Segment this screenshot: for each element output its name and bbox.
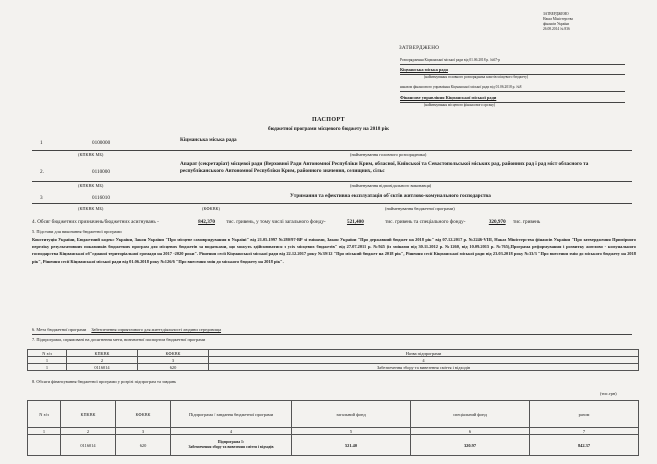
row-code: 0116010 [92,195,110,201]
section5-text: Конституція України, Бюджетний кодекс України, Закон України "Про місцеве самоврядування в Україні" від 21.05.1997 №280/97-ВР зі змінами, Закон України "Про державний бюджет на 2018 рік" від 07.12.2017 р. №2246-VIII, Наказ Міністерства фінансів України "Про затвердження Примірного переліку результативних показників бюджетних програм для місцевих бюджетів за видатками, що можуть здійснюватися з усіх місцевих бюджетів" від 27.07.2011 р. №945 (із змінами від 30.11.2012 р. №1260, від 10.09.2015 р. №765),Програма реформування і розвитку житлово - комунального господарства Кіцманської об"єднаної територіальної громади на 2017 -2020 роки". Рішення сесії Кіцманської міської ради від 22.12.2017 року №39/12 "Про міський бюджет на 2018 рік", Рішення сесії Кіцманської міської ради від 23.03.2018 року №33/3 "Про внесення змін до міського бюджету на 2018 рік", Рішення сесії Кіцманської міської ради від 01.06.2018 року №126/6 "Про внесення змін до міського бюджету на 2018 рік". [32,237,636,264]
row-name: Кіцманська міська рада [180,137,237,143]
approval-note [543,12,573,32]
number-cell: 1 [28,428,61,435]
approval-line1-rule [400,64,625,65]
table-cell [28,435,61,456]
row-caption-code: (КПКВК МБ) [78,183,104,188]
table-cell: Забезпечення збору та вивезення сміття і відходів [209,364,639,371]
section6-label: 6. Мета бюджетної програми [32,327,87,332]
approval-line2-caption: (найменування головного розпорядника коштів місцевого бюджету) [424,75,529,79]
row-name: Апарат (секретаріат) місцевої ради (Верховної Ради Автономної Республіки Крим, обласної, Київської та Севастопольської міських рад, районних рад і рад міст обласного та республіканського Автономної Республіки Крим, районного значення, селищних, сільс [180,161,589,174]
section4-mid1: тис. гривень, у тому числі загального фонду- [226,219,326,225]
number-cell: 4 [171,428,292,435]
table-cell: 620 [138,364,209,371]
row-number: 2. [40,169,44,175]
header-cell: разом [530,401,639,428]
table-cell: 620 [116,435,171,456]
subprogram-name: Забезпечення збору та вивезення сміття і відходів [188,445,274,449]
section6-line [32,327,221,332]
financing-table [27,400,639,456]
approval-note-line: ЗАТВЕРДЖЕНО [543,12,569,16]
approval-line3-rule [400,91,625,92]
approval-line2-value: Кіцманська міська рада [400,67,448,72]
table-cell: 521.40 [292,435,411,456]
table-cell: 0116014 [61,435,116,456]
approval-line4-value: Фінансове управління Кіцманської міської ради [400,95,497,100]
number-cell: 2 [61,428,116,435]
row-caption-name: (найменування бюджетної програми) [385,206,455,211]
approval-line2-rule [400,74,625,75]
row-caption-mid: (КФКВК) [202,206,220,211]
approval-line4-rule [400,102,625,103]
table-cell: 842.37 [530,435,639,456]
section4-line [32,219,540,225]
row-rule [32,150,632,151]
number-cell: 3 [116,428,171,435]
section6-value: Забезпечення сприятливого для життєдіяльності людини середовища [91,327,222,332]
approval-line1: Розпорядження Кіцманської міської ради від 01.06.2018 р. №67-р [400,58,501,62]
row-code: 0110000 [92,169,110,175]
section7-heading: 7. Підпрограми, спрямовані на досягнення мети, визначеної паспортом бюджетної програми [32,337,206,342]
row-caption-name: (найменування відповідального виконавця) [350,183,432,188]
approval-line3: наказом фінансового управління Кіцманської міської ради від 01.06.2018 р. №8 [400,85,522,89]
table-row [28,364,639,371]
number-cell: 2 [67,357,138,364]
table-row [28,435,639,456]
approval-stamp: ЗАТВЕРДЖЕНО [399,45,440,51]
table-numbers-row [28,428,639,435]
header-cell: КФКВК [116,401,171,428]
header-cell: КФКВК [138,350,209,357]
approval-note-line: 26.08.2014 № 836 [543,27,570,31]
page-subtitle: бюджетної програми місцевого бюджету на 2018 рік [267,126,390,132]
section4-general: 521,400 [346,219,364,225]
number-cell: 6 [411,428,530,435]
table-cell: 1 [28,364,67,371]
number-cell: 3 [138,357,209,364]
header-cell: спеціальний фонд [411,401,530,428]
row-caption-name: (найменування головного розпорядника) [350,152,427,157]
section6-rule [32,334,632,335]
header-cell: КПКВК [67,350,138,357]
section4-mid2: тис. гривень та спеціального фонду- [385,219,466,225]
section5-heading: 5. Підстави для виконання бюджетної програми [32,229,122,234]
table-cell-subprogram [171,435,292,456]
header-cell: Назва підпрограми [209,350,639,357]
page-title: ПАСПОРТ [312,117,345,123]
table-cell: 320.97 [411,435,530,456]
table-numbers-row [28,357,639,364]
section4-lead: 4. Обсяг бюджетних призначень/бюджетних асигнувань - [32,219,159,225]
number-cell: 1 [28,357,67,364]
row-caption-code: (КПКВК МБ) [78,206,104,211]
row-caption-code: (КПКВК МБ) [78,152,104,157]
row-rule [32,181,632,182]
row-rule [32,203,632,204]
header-cell: загальний фонд [292,401,411,428]
subprogram-label: Підпрограма 1: [217,440,245,444]
section8-unit: (тис.грн) [600,391,617,396]
row-name: Утримання та ефективна експлуатація об`єктів житлово-комунального господарства [290,193,491,199]
number-cell: 4 [209,357,639,364]
subprograms-table [27,349,639,371]
row-number: 3 [40,195,43,201]
table-cell: 0116014 [67,364,138,371]
number-cell: 7 [530,428,639,435]
approval-note-line: Наказ Міністерства [543,17,573,21]
row-code: 0100000 [92,140,111,146]
table-header-row [28,350,639,357]
row-number: 1 [40,140,43,146]
section4-special: 320,970 [488,219,506,225]
header-cell: N з/п [28,401,61,428]
header-cell: Підпрограма / завдання бюджетної програми [171,401,292,428]
table-header-row [28,401,639,428]
header-cell: N з/п [28,350,67,357]
section4-tail: тис. гривень [512,219,541,225]
section8-heading: 8. Обсяги фінансування бюджетної програми у розрізі підпрограм та завдань [32,379,177,384]
approval-note-line: фінансів України [543,22,570,26]
header-cell: КПКВК [61,401,116,428]
number-cell: 5 [292,428,411,435]
section4-total: 842,370 [198,219,215,225]
approval-line4-caption: (найменування місцевого фінансового органу) [424,103,496,107]
